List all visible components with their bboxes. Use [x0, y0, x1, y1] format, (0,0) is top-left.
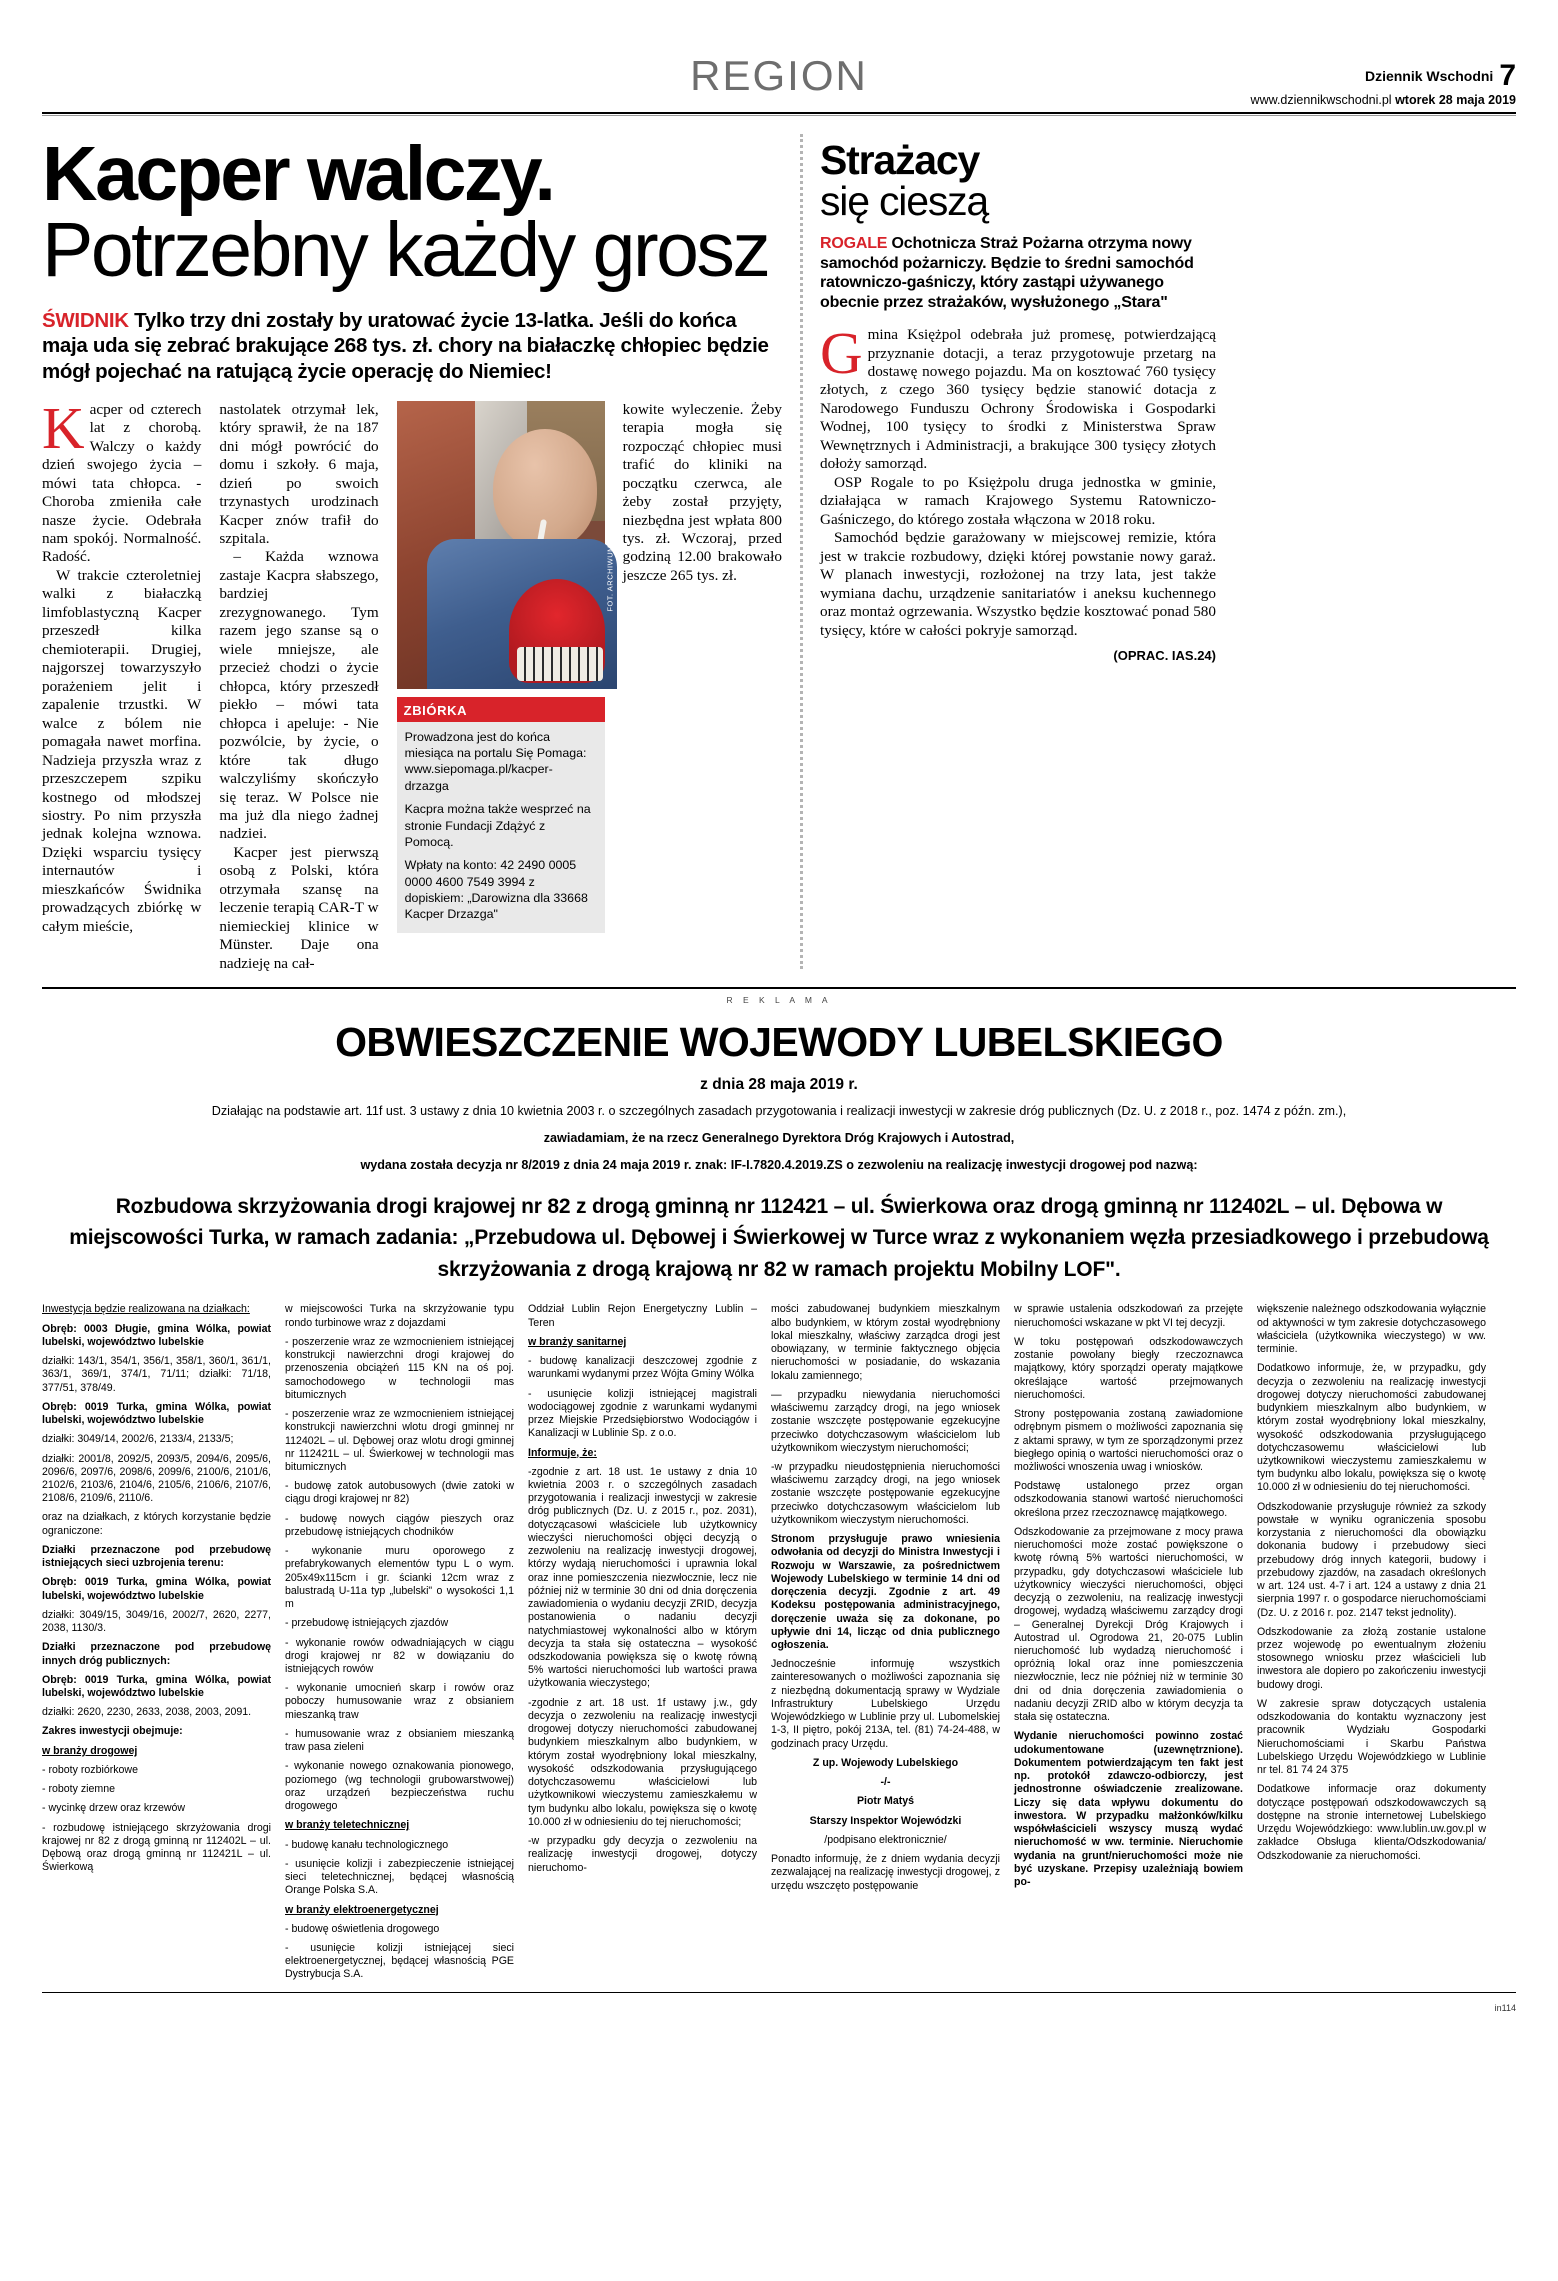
website-url: www.dziennikwschodni.pl — [1250, 92, 1392, 107]
zbiorka-body — [397, 722, 605, 933]
legal-paragraph: Obręb: 0019 Turka, gmina Wólka, powiat lubelski, województwo lubelskie — [42, 1673, 271, 1700]
legal-paragraph: Dodatkowo informuje, że, w przypadku, gdy decyzja o zezwoleniu na realizację inwestycji drogowej dotyczy nieruchomości zabudowanej budynkiem mieszkalnym albo budynkiem, w którym został wyodrębniony lokal mieszkalny, wysokość odszkodowania przysługującego dotychczasowemu właścicielowi lub użytkownikowi wieczystemu zamieszkałemu w tym budynku albo lokalu, powiększa się o kwotę 10.000 zł w odniesieniu do tej nieruchomości. — [1257, 1362, 1486, 1494]
legal-column-5 — [1014, 1303, 1243, 1981]
legal-paragraph: Podstawę ustalonego przez organ odszkodowania stanowi wartość nieruchomości określona przez rzeczoznawcę majątkowego. — [1014, 1480, 1243, 1519]
legal-paragraph: większenie należnego odszkodowania wyłącznie od aktywności w tym zakresie dotychczasowego właściciela (użytkownika wieczystego) w ww. terminie. — [1257, 1303, 1486, 1356]
advertisement-separator — [42, 987, 1516, 1013]
zbiorka-paragraph: Wpłaty na konto: 42 2490 0005 0000 4600 7549 3994 z dopiskiem: „Darowizna dla 33668 Kacper Drzazga" — [404, 858, 588, 922]
legal-paragraph: działki: 2620, 2230, 2633, 2038, 2003, 2091. — [42, 1706, 252, 1719]
side-lead — [820, 234, 1216, 312]
legal-paragraph: Obręb: 0019 Turka, gmina Wólka, powiat lubelski, województwo lubelskie — [42, 1400, 271, 1427]
legal-paragraph: Działki przeznaczone pod przebudowę istniejących sieci uzbrojenia terenu: — [42, 1543, 271, 1570]
legal-column-3 — [528, 1303, 757, 1981]
legal-paragraph: w branży teletechnicznej — [285, 1819, 410, 1832]
ad-title: OBWIESZCZENIE WOJEWODY LUBELSKIEGO — [335, 1019, 1223, 1066]
masthead — [0, 0, 1558, 118]
side-lead-text: Ochotnicza Straż Pożarna otrzyma nowy samochód pożarniczy. Będzie to średni samochód ratowniczo-gaśniczy, który zastąpi używanego obecnie przez strażaków, wysłużonego „Stara" — [820, 235, 1194, 311]
legal-paragraph: Obręb: 0003 Długie, gmina Wólka, powiat lubelski, województwo lubelskie — [42, 1322, 271, 1348]
legal-paragraph: W zakresie spraw dotyczących ustalenia odszkodowania do kontaktu wyznaczony jest pracownik Wydziału Gospodarki Nieruchomościami i Skarbu Państwa Lubelskiego Urzędu Wojewódzkiego w Lublinie nr tel. 81 74 24 375 — [1257, 1697, 1486, 1777]
legal-column-4 — [771, 1303, 1000, 1981]
legal-paragraph: - humusowanie wraz z obsianiem mieszanką traw pasa zieleni — [285, 1727, 514, 1754]
page-number: 7 — [1499, 59, 1516, 92]
legal-signature-line: -/- — [880, 1776, 891, 1789]
masthead-subline — [1251, 94, 1516, 107]
main-content-area — [42, 118, 1516, 973]
headline-line-1: Kacper walczy. — [42, 131, 554, 217]
side-headline-line-1: Strażacy — [820, 137, 980, 183]
photo-and-box-column — [397, 401, 615, 974]
legal-paragraph: Zakres inwestycji obejmuje: — [42, 1725, 183, 1738]
legal-paragraph: Informuje, że: — [528, 1446, 597, 1459]
photo-skull-teeth — [517, 647, 603, 681]
legal-paragraph: - przebudowę istniejących zjazdów — [285, 1617, 449, 1630]
legal-paragraph: - budowę nowych ciągów pieszych oraz przebudowę istniejących chodników — [285, 1512, 514, 1538]
zbiorka-paragraph: Prowadzona jest do końca miesiąca na portalu Się Pomaga: www.siepomaga.pl/kacper-drzazga — [404, 729, 587, 793]
legal-paragraph: - roboty rozbiórkowe — [42, 1763, 138, 1776]
legal-paragraph: - budowę oświetlenia drogowego — [285, 1922, 440, 1935]
legal-paragraph: mości zabudowanej budynkiem mieszkalnym albo budynkiem, w którym został wyodrębniony lokal mieszkalny, właściwy zarządca drogi jest obowiązany, w terminie faktycznego objęcia nieruchomości w posiadanie, do wskazania lokalu zamiennego; — [771, 1303, 1000, 1382]
masthead-info — [1251, 60, 1516, 107]
legal-paragraph: działki: 3049/15, 3049/16, 2002/7, 2620, 2277, 2038, 1130/3. — [42, 1608, 271, 1635]
paragraph: OSP Rogale to po Księżpolu druga jednostka w gminie, działająca w ramach Krajowego Systemu Ratowniczo-Gaśniczego, do którego została włączona w 2018 roku. — [820, 473, 1216, 528]
zbiorka-paragraph: Kacpra można także wesprzeć na stronie Fundacji Zdążyć z Pomocą. — [404, 802, 591, 849]
ad-date: z dnia 28 maja 2019 r. — [700, 1076, 858, 1094]
issue-date: wtorek 28 maja 2019 — [1395, 92, 1516, 107]
legal-paragraph: - wykonanie nowego oznakowania pionowego, poziomego (wg technologii grubowarstwowej) oraz urządzeń bezpieczeństwa ruchu drogowego — [285, 1760, 514, 1813]
legal-paragraph: - budowę kanału technologicznego — [285, 1838, 449, 1851]
article-column-2 — [219, 401, 378, 974]
ad-legal-columns — [42, 1303, 1516, 1981]
legal-paragraph: - budowę zatok autobusowych (dwie zatoki w ciągu drogi krajowej nr 82) — [285, 1480, 514, 1506]
legal-paragraph: - usunięcie kolizji istniejącej sieci elektroenergetycznej, będącej własnością PGE Dystrybucja S.A. — [285, 1942, 514, 1981]
legal-paragraph: - budowę kanalizacji deszczowej zgodnie z warunkami wydanymi przez Wójta Gminy Wólka — [528, 1355, 757, 1381]
ad-intro-paragraph-2: zawiadamiam, że na rzecz Generalnego Dyrektora Dróg Krajowych i Autostrad, — [543, 1131, 1015, 1146]
legal-paragraph: - poszerzenie wraz ze wzmocnieniem istniejącej konstrukcji nawierzchni wlotu drogi gminnej nr 112402L – ul. Dębowej oraz wlotu drogi gminnej nr 112421L – ul. Świerkowej w technologii mas bitumicznych — [285, 1408, 514, 1473]
legal-paragraph: W toku postępowań odszkodowawczych zostanie powołany biegły rzeczoznawca majątkowy, który sporządzi operaty majątkowe określające wartość przejmowanych nieruchomości. — [1014, 1335, 1243, 1401]
reklama-label: R E K L A M A — [726, 995, 832, 1006]
side-headline-line-2: się cieszą — [820, 178, 989, 224]
legal-paragraph: działki: 2001/8, 2092/5, 2093/5, 2094/6, 2095/6, 2096/6, 2097/6, 2098/6, 2099/6, 2100/6, 2101/6, 2102/6, 2103/6, 2104/6, 2105/6, 2106/6, 2107/6, 2108/6, 2109/6, 2110/6. — [42, 1452, 271, 1505]
legal-paragraph: -w przypadku gdy decyzja o zezwoleniu na realizację inwestycji drogowej, dotyczy nieruchomo- — [528, 1835, 757, 1874]
paragraph: Gmina Księżpol odebrała już promesę, potwierdzającą przyznanie dotacji, a teraz przygotowuje przetarg na dostawę nowego pojazdu. Ma on kosztować 760 tysięcy złotych, z czego 360 tysięcy będzie stanowić dotacja z Narodowego Funduszu Ochrony Środowiska i Gospodarki Wodnej, 100 tysięcy to środki z Ministerstwa Spraw Wewnętrznych i Administracji, a brakujące 300 tysięcy złotych dołoży samorząd. — [820, 320, 1216, 473]
legal-paragraph: Jednocześnie informuję wszystkich zainteresowanych o możliwości zapoznania się z niezbędną dokumentacją sprawy w Wydziale Infrastruktury Lubelskiego Urzędu Wojewódzkiego w Lublinie przy ul. Lubomelskiej 1-3, II piętro, pokój 213A, tel. (81) 74-24-488, w godzinach pracy Urzędu. — [771, 1658, 1000, 1750]
legal-paragraph: oraz na działkach, z których korzystanie będzie ograniczone: — [42, 1511, 271, 1537]
headline-line-2: Potrzebny każdy grosz — [42, 206, 769, 293]
legal-paragraph: Ponadto informuję, że z dniem wydania decyzji zezwalającej na realizację inwestycji drogowej, z urzędu wszczęto postępowanie — [771, 1853, 1000, 1892]
legal-paragraph: Inwestycja będzie realizowana na działkach: — [42, 1303, 250, 1316]
legal-column-2 — [285, 1303, 514, 1981]
legal-paragraph: - wykonanie umocnień skarp i rowów oraz poboczy humusowanie wraz z obsianiem mieszanką traw — [285, 1682, 514, 1721]
legal-paragraph: Odszkodowanie za przejmowane z mocy prawa nieruchomości może zostać powiększone o kwotę równą 5% wartości nieruchomości, w przypadku, gdy dotychczasowi właściciele lub użytkownicy wieczyści nieruchomości, objęci decyzją o zezwoleniu, na realizację inwestycji drogowej, wydadzą właściwemu zarządcy drogi – Generalnej Dyrekcji Dróg Krajowych i Autostrad ul. Ogrodowa 21, 20-075 Lublin nieruchomość lub wydadzą nieruchomość i opróżnią lokal oraz inne pomieszczenia niezwłocznie, lecz nie później niż w terminie 30 dni od dnia doręczenia zawiadomienia o nadaniu decyzji ZRID albo w którym decyzja ta stała się ostateczna. — [1014, 1525, 1243, 1724]
lead-text: Tylko trzy dni zostały by uratować życie 13-latka. Jeśli do końca maja uda się zebrać brakujące 268 tys. zł. chory na białaczkę chłopiec będzie mógł pojechać na ratującą życie operację do Niemiec! — [42, 308, 769, 384]
legal-paragraph: działki: 3049/14, 2002/6, 2133/4, 2133/5; — [42, 1433, 234, 1446]
masthead-rule — [42, 112, 1516, 116]
side-article-byline: (OPRAC. IAS.24) — [1113, 648, 1216, 664]
legal-paragraph: w sprawie ustalenia odszkodowań za przejęte nieruchomości wskazane w pkt VI tej decyzji. — [1014, 1303, 1243, 1329]
legal-signature-title: Starszy Inspektor Wojewódzki — [809, 1814, 962, 1827]
paper-name: Dziennik Wschodni — [1364, 68, 1494, 84]
side-article-body — [820, 320, 1216, 640]
legal-paragraph: - wykonanie rowów odwadniających w ciągu drogi krajowej nr 82 w dowiązaniu do istniejących rowów — [285, 1636, 514, 1676]
side-headline — [820, 137, 1216, 224]
lead-kicker: ŚWIDNIK — [42, 308, 129, 332]
column-divider — [782, 128, 820, 973]
legal-paragraph: — przypadku niewydania nieruchomości właściwemu zarządcy drogi, na jego wniosek zostanie wszczęte postępowanie egzekucyjne przeciwko dotychczasowym właścicielom lub użytkownikom wieczystym nieruchomości; — [771, 1388, 1000, 1454]
legal-paragraph: Odszkodowanie za złożą zostanie ustalone przez wojewodę po ewentualnym złożeniu stosownego wniosku przez właścicieli lub inwestora ale dopiero po zakończeniu inwestycji budowy drogi. — [1257, 1625, 1486, 1691]
legal-paragraph: w miejscowości Turka na skrzyżowanie typu rondo turbinowe wraz z dojazdami — [285, 1303, 514, 1329]
legal-signature-note: /podpisano elektronicznie/ — [824, 1833, 947, 1846]
legal-paragraph: Dodatkowe informacje oraz dokumenty dotyczące postępowań odszkodowawczych są dostępne na stronie internetowej Lubelskiego Urzędu Wojewódzkiego: www.lublin.uw.gov.pl w zakładce Obsługa klienta/Odszkodowania/ Odszkodowanie za nieruchomości. — [1257, 1783, 1486, 1862]
legal-column-1 — [42, 1303, 271, 1981]
legal-paragraph: -w przypadku nieudostępnienia nieruchomości właściwemu zarządcy drogi, na jego wniosek zostanie wszczęte postępowanie egzekucyjne przeciwko dotychczasowym właścicielom lub użytkownikom wieczystym nieruchomości. — [771, 1460, 1000, 1526]
legal-paragraph: Wydanie nieruchomości powinno zostać udokumentowane (uzewnętrznione). Dokumentem potwierdzającym ten fakt jest np. protokół zdawczo-odbiorczy, jest jednostronne oświadczenie zrealizowane. Liczy się data wpływu dokumentu do inwestora. W przypadku małżonków/kilku współwłaścicieli wszyscy muszą wydać nieruchomość w ww. terminie. Nieruchomie wydania na grunt/nieruchomości może nie być uzyskane. Przepisy uzależniają bowiem po- — [1014, 1730, 1243, 1888]
legal-paragraph: -zgodnie z art. 18 ust. 1e ustawy z dnia 10 kwietnia 2003 r. o szczególnych zasadach przygotowania i realizacji inwestycji w zakresie dróg publicznych (Dz. U. z 2015 r., poz. 2031), dotyczącasowi właściciele lub użytkownicy wieczyści nieruchomości objęci decyzją o zezwoleniu na realizację inwestycji drogowej, którzy wydają nieruchomości i uprawnia lokal oraz inne pomieszczenia niezwłocznie, lecz nie później niż w terminie 30 dni od dnia doręczenia zawiadomienia o wydaniu decyzji ZRID, decyzja postanowienia o nadaniu decyzji natychmiastowej wykonalności albo w którym decyzja ta stała się ostateczna – wysokość odszkodowania powiększa się o kwotę równą 5% wartości nieruchomości lub wartości prawa użytkowania wieczystego; — [528, 1465, 757, 1690]
legal-column-6 — [1257, 1303, 1486, 1981]
paragraph: Kacper od czterech lat z chorobą. Walczy o każdy dzień swojego życia – mówi tata chłopca. - Choroba zmieniła całe nasze życie. Odebrała nam spokój. Normalność. Radość. — [42, 394, 202, 566]
legal-paragraph: działki: 143/1, 354/1, 356/1, 358/1, 360/1, 361/1, 363/1, 369/1, 374/1, 71/11; działki: 71/18, 377/51, 378/49. — [42, 1355, 271, 1394]
legal-paragraph: -zgodnie z art. 18 ust. 1f ustawy j.w., gdy decyzja o zezwoleniu na realizację inwestycji drogowej dotyczy nieruchomości zabudowanej budynkiem mieszkalnym albo budynkiem, w którym został wyodrębniony lokal mieszkalny, wysokość odszkodowania przysługującego dotychczasowemu właścicielowi lub użytkownikowi wieczystemu zamieszkałemu w tym budynku albo lokalu, powiększa się o kwotę 10.000 zł w odniesieniu do tej nieruchomości; — [528, 1696, 757, 1828]
legal-paragraph: - rozbudowę istniejącego skrzyżowania drogi krajowej nr 82 z drogą gminną nr 112402L – ul. Dębową oraz drogą gminną nr 112421L – ul. Świerkową — [42, 1821, 271, 1874]
article-column-3 — [623, 401, 782, 974]
ad-intro-paragraph-3: wydana została decyzja nr 8/2019 z dnia 24 maja 2019 r. znak: IF-I.7820.4.2019.ZS o zezwoleniu na realizację inwestycji drogowej pod nazwą: — [360, 1158, 1198, 1172]
paragraph: Samochód będzie garażowany w miejscowej remizie, która jest w trakcie rozbudowy, dzięki której powstanie nowy garaż. W planach inwestycji, rozłożonej na trzy lata, jest także wymiana dachu, urządzenie sanitariatów i aneksu kuchennego oraz montaż ogrzewania. Wszystko będzie kosztować ponad 580 tysięcy, które w całości pokryje samorząd. — [820, 529, 1216, 639]
side-article — [820, 128, 1216, 973]
legal-signature-line: Z up. Wojewody Lubelskiego — [812, 1756, 959, 1769]
paragraph: W trakcie czteroletniej walki z białaczką limfoblastyczną Kacper przeszedł kilka chemioterapii. Drugiej, najgorszej towarzyszyło porażeniem jelit i zapalenie trzustki. W walce z bólem nie pomagała nawet morfina. Nadzieja przyszła wraz z przeszczepem szpiku kostnego od młodszej siostry. Po nim przyszła jednak kolejna wznowa. Dzięki wsparciu tysięcy internautów i mieszkańców Świdnika prowadzących zbiórkę w całym mieście, — [42, 566, 202, 935]
legal-paragraph: - usunięcie kolizji i zabezpieczenie istniejącej sieci teletechnicznej, będącej własnością Orange Polska S.A. — [285, 1857, 514, 1897]
paragraph: Kacper jest pierwszą osobą z Polski, która otrzymała szansę na leczenie terapią CAR-T w niemieckiej klinice w Münster. Daje ona nadzieję na cał- — [219, 843, 379, 972]
legal-paragraph: - wykonanie muru oporowego z prefabrykowanych elementów typu L o wym. 205x49x115cm i gr. ścianki 12cm wraz z balustradą U-11a typ „lubelski" o wysokości 1,1 m — [285, 1545, 514, 1611]
section-title: REGION — [690, 52, 868, 99]
main-article — [42, 128, 782, 973]
legal-paragraph: Odszkodowanie przysługuje również za szkody powstałe w wyniku ograniczenia sposobu korzystania z nieruchomości dla obowiązku dokonania budowy i przebudowy sieci przebudowy dróg innych kategorii, budowy i przebudowy zjazdów, na zasadach określonych w art. 124 ust. 4-7 i art. 124 a ustawy z dnia 21 sierpnia 1997 r. o gospodarce nieruchomościami (Dz. U. z 2016 r. poz. 2147 tekst jednolity). — [1257, 1500, 1486, 1619]
legal-paragraph: w branży drogowej — [42, 1744, 138, 1757]
ad-footer-code: in114 — [1494, 2002, 1516, 2013]
article-column-1 — [42, 394, 202, 974]
official-announcement-ad — [42, 1019, 1516, 1992]
legal-paragraph: Działki przeznaczone pod przebudowę innych dróg publicznych: — [42, 1641, 271, 1667]
legal-paragraph: - usunięcie kolizji istniejącej magistrali wodociągowej zgodnie z warunkami wydanymi przez Miejskie Przedsiębiorstwo Wodociągów i Kanalizacji w Lublinie Sp. z o.o. — [528, 1387, 757, 1440]
paper-name-line — [1251, 60, 1516, 92]
legal-paragraph: Obręb: 0019 Turka, gmina Wólka, powiat lubelski, województwo lubelskie — [42, 1576, 271, 1602]
legal-paragraph: - poszerzenie wraz ze wzmocnieniem istniejącej konstrukcji nawierzchni drogi krajowej do przenoszenia obciążeń 115 KN na oś poj. samochodowego w technologii mas bitumicznych — [285, 1335, 514, 1401]
legal-paragraph: Strony postępowania zostaną zawiadomione odrębnym pismem o możliwości zapoznania się z aktami sprawy, w tym ze sporządzonymi przez biegłego opinią o wartości nieruchomości oraz o możliwości wnoszenia uwag i wniosków. — [1014, 1408, 1243, 1473]
paragraph: nastolatek otrzymał lek, który sprawił, że na 187 dni mógł powrócić do domu i szkoły. 6 maja, dzień po swoich trzynastych urodzinach Kacper znów trafił do szpitala. — [219, 400, 379, 547]
zbiorka-title: ZBIÓRKA — [397, 700, 605, 722]
legal-paragraph: Oddział Lublin Rejon Energetyczny Lublin – Teren — [528, 1303, 757, 1329]
article-photo — [397, 401, 615, 689]
legal-paragraph: w branży sanitarnej — [528, 1335, 627, 1348]
zbiorka-box — [397, 697, 605, 933]
legal-paragraph: - roboty ziemne — [42, 1783, 116, 1796]
main-article-columns — [42, 394, 782, 974]
ad-project-name: Rozbudowa skrzyżowania drogi krajowej nr 82 z drogą gminną nr 112421 – ul. Świerkowa oraz drogą gminną nr 112402L – ul. Dębowa w miejscowości Turka, w ramach zadania: „Przebudowa ul. Dębowej i Świerkowej w Turce wraz z wykonaniem węzła przesiadkowego i przebudową skrzyżowania z drogą krajową nr 82 w ramach projektu Mobilny LOF". — [69, 1194, 1489, 1281]
side-lead-kicker: ROGALE — [820, 235, 888, 252]
main-lead — [42, 308, 782, 385]
legal-signature-name: Piotr Matyś — [856, 1795, 915, 1808]
legal-paragraph: - wycinkę drzew oraz krzewów — [42, 1802, 186, 1815]
paragraph: – Każda wznowa zastaje Kacpra słabszego, bardziej zrezygnowanego. Tym razem jego szanse są o wiele mniejsze, ale przecież chodzi o życie chłopca, który przeszedł piekło – mówi tata chłopca i apeluje: - Nie pozwólcie, by życie, o które tak długo walczyliśmy skończyło się teraz. W Polsce nie ma już dla niego żadnej nadziei. — [219, 548, 379, 843]
legal-paragraph: w branży elektroenergetycznej — [285, 1903, 439, 1916]
ad-intro-paragraph-1: Działając na podstawie art. 11f ust. 3 ustawy z dnia 10 kwietnia 2003 r. o szczególnych zasadach przygotowania i realizacji inwestycji w zakresie dróg publicznych (Dz. U. z 2018 r., poz. 1474 z późn. zm.), — [211, 1104, 1347, 1119]
legal-paragraph: Stronom przysługuje prawo wniesienia odwołania od decyzji do Ministra Inwestycji i Rozwoju w Warszawie, za pośrednictwem Wojewody Lubelskiego w terminie 14 dni od doręczenia decyzji. Zgodnie z art. 49 Kodeksu postępowania administracyjnego, doręczenie uważa się za dokonane, po upływie dni 14, licząc od dnia publicznego ogłoszenia. — [771, 1533, 1000, 1652]
main-headline — [42, 131, 782, 293]
paragraph: kowite wyleczenie. Żeby terapia mogła się rozpocząć chłopiec musi trafić do kliniki na początku czerwca, ale żeby został przyjęty, niezbędna jest wpłata 800 tys. zł. Wczoraj, przed godziną 12.00 brakowało jeszcze 265 tys. zł. — [622, 400, 782, 584]
photo-credit: FOT. ARCHIWUM PRYWATNE — [605, 496, 615, 612]
